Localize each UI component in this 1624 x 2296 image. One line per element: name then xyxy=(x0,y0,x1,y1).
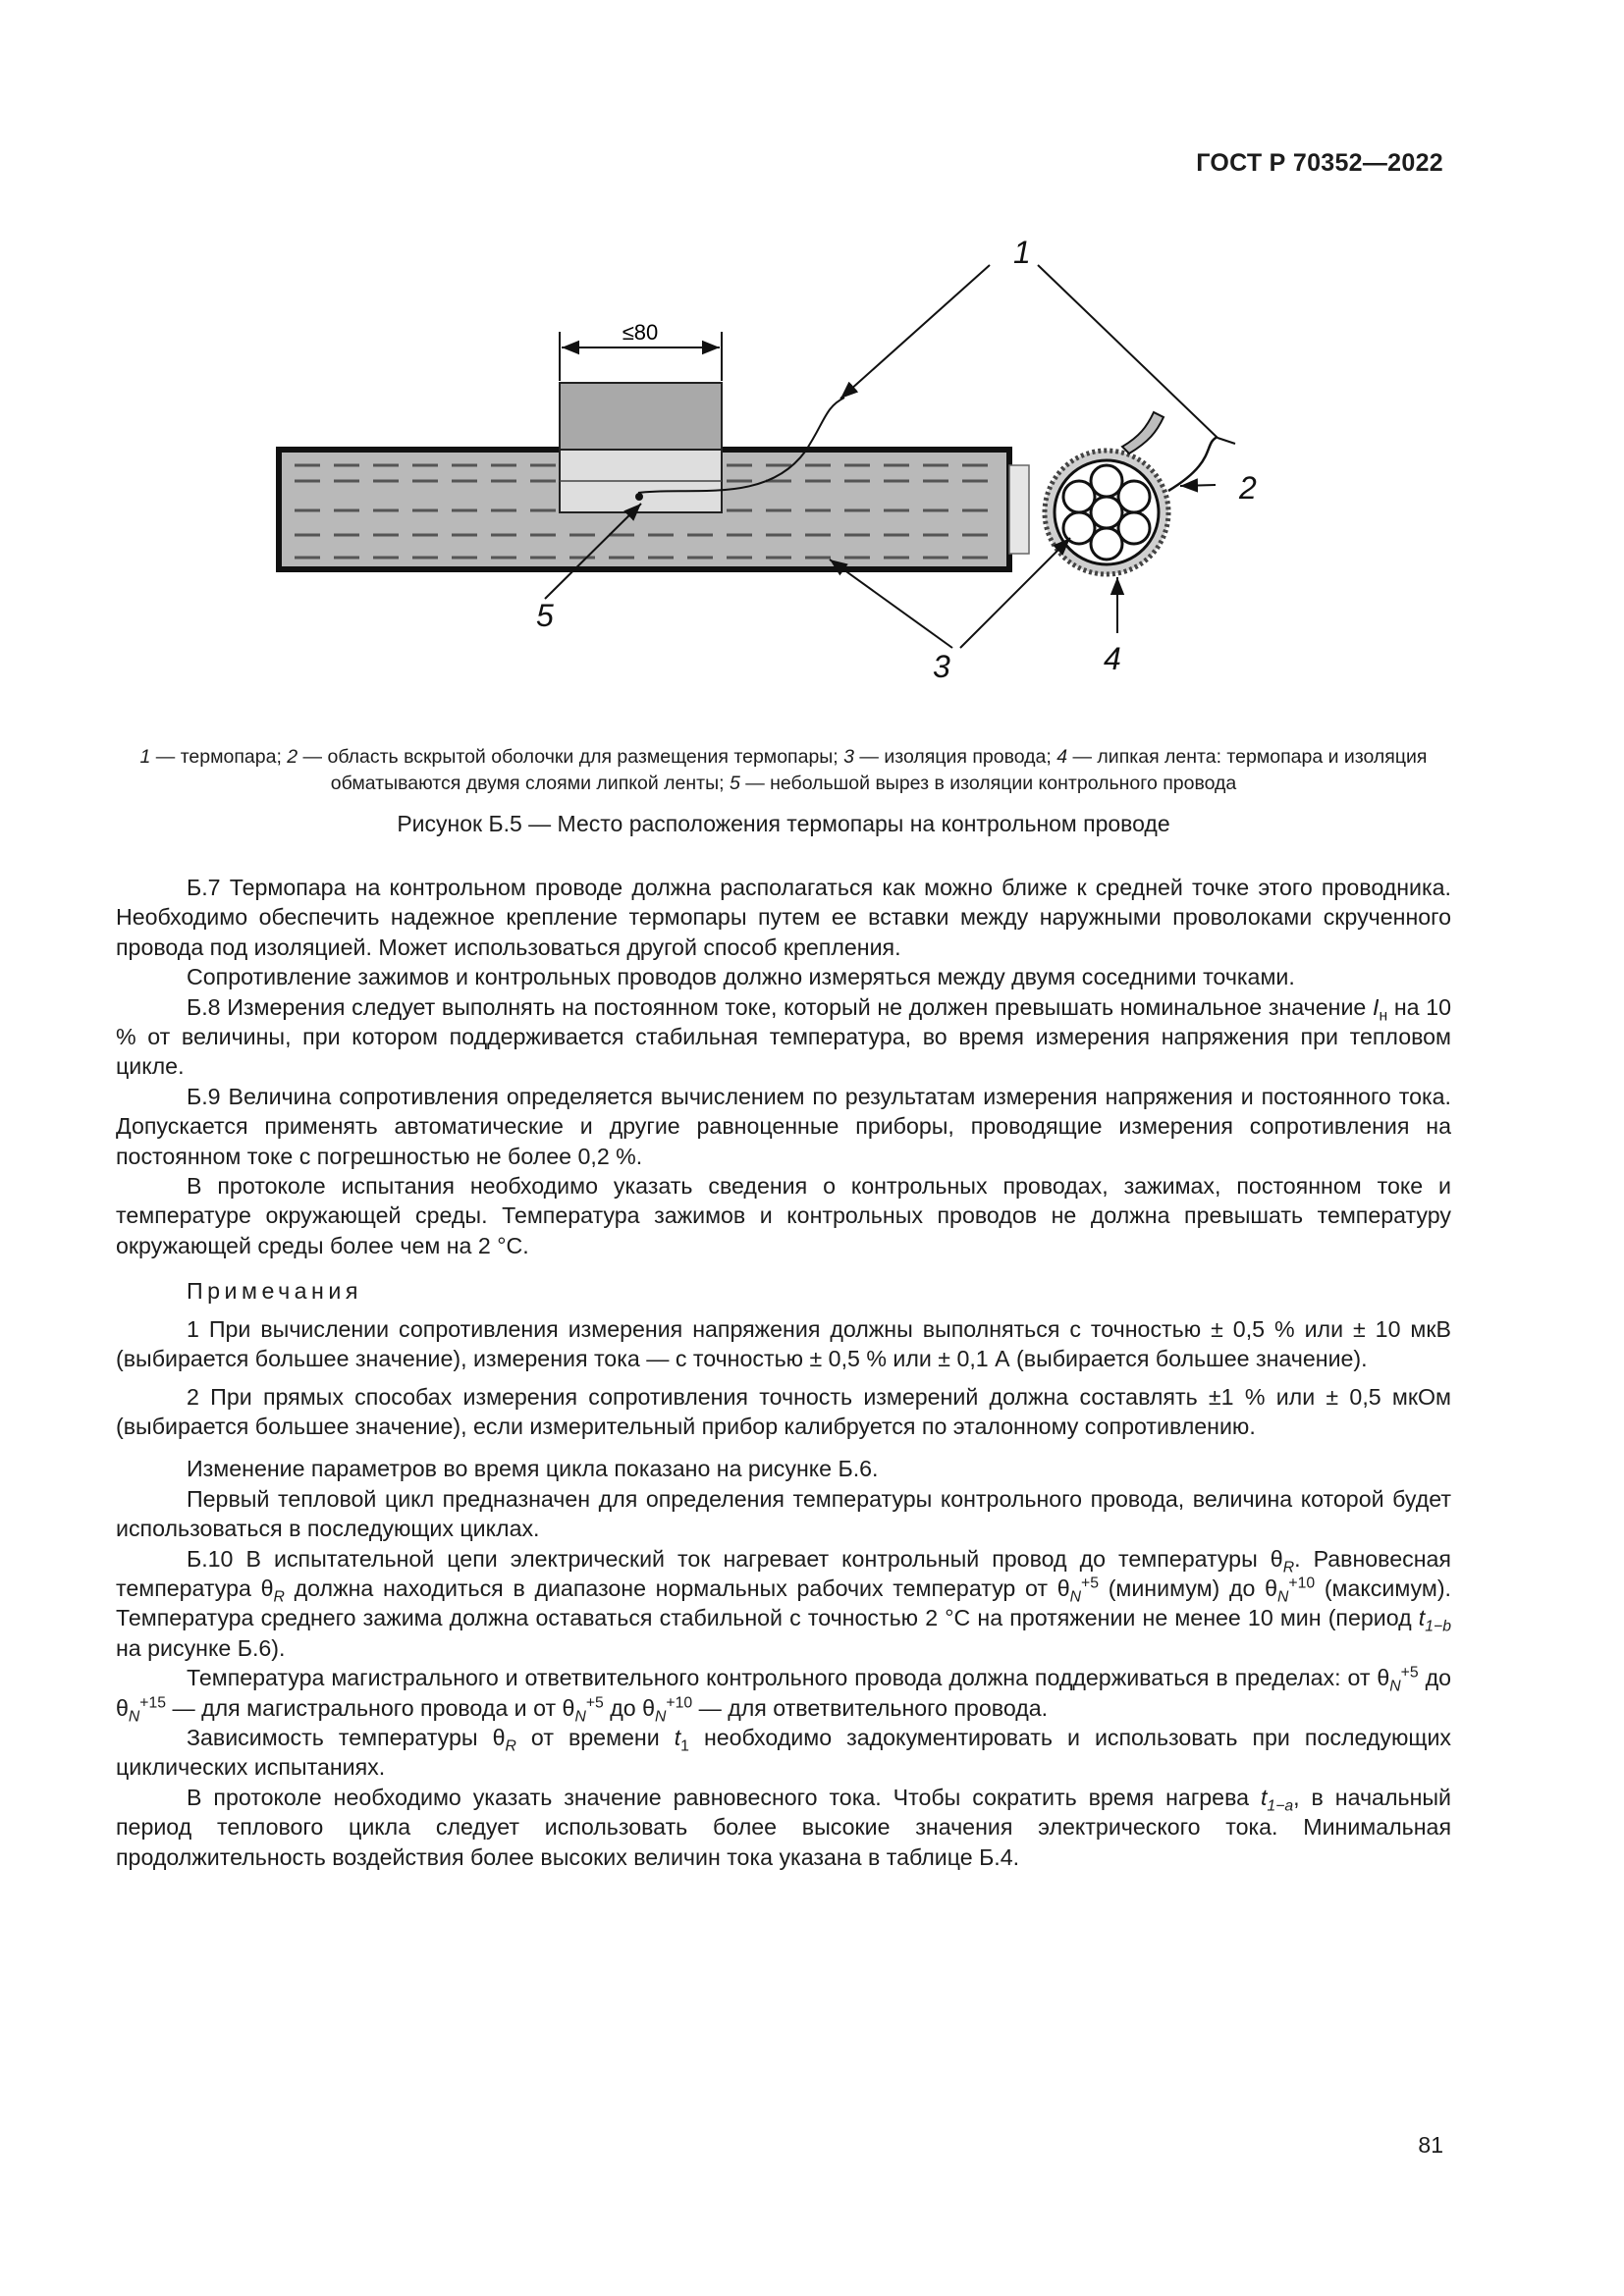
symbol-i: I xyxy=(1372,993,1380,1020)
text-span: на рисунке Б.6). xyxy=(116,1634,286,1661)
text-span: на 10 % от величины, при котором поддерживается стабильная температура, во время измерения напряжения при тепловом цикле. xyxy=(116,993,1451,1080)
text-span: от времени xyxy=(515,1724,675,1750)
paragraph-first-cycle: Первый тепловой цикл предназначен для определения температуры контрольного провода, величина которой будет использоваться в последующих циклах. xyxy=(116,1485,1451,1542)
thermocouple-junction xyxy=(635,493,643,501)
callout-3: 3 xyxy=(933,649,950,684)
symbol-t: t xyxy=(674,1724,681,1750)
legend-num-4: 4 xyxy=(1056,746,1068,768)
theta-symbol: θ xyxy=(116,1694,129,1721)
paragraph-dependency xyxy=(116,1723,1451,1783)
theta-symbol: θ xyxy=(642,1694,656,1721)
theta-symbol: θ xyxy=(562,1694,575,1721)
legend-text-1: — термопара; xyxy=(150,746,288,768)
text-span: до xyxy=(603,1694,643,1721)
subscript: N xyxy=(128,1708,140,1726)
paragraph-protocol: В протоколе испытания необходимо указать сведения о контрольных проводах, зажимах, постоянном токе и температуре окружающей среды. Температура зажимов и контрольных проводов не должна превышать температуру окружающей среды более чем на 2 °С. xyxy=(116,1173,1451,1258)
text-span: — для магистрального провода и от xyxy=(166,1694,563,1721)
theta-symbol: θ xyxy=(492,1724,506,1750)
text-span: (минимум) до xyxy=(1099,1575,1266,1601)
theta-symbol: θ xyxy=(1265,1575,1277,1601)
legend-num-5: 5 xyxy=(729,773,740,794)
text-span: до xyxy=(1418,1665,1451,1691)
legend-text-5: — небольшой вырез в изоляции контрольного провода xyxy=(739,773,1237,794)
body-text xyxy=(116,873,1451,1872)
text-span: должна находиться в диапазоне нормальных рабочих температур от xyxy=(284,1575,1057,1601)
dimension-label: ≤80 xyxy=(622,320,659,345)
callout-5: 5 xyxy=(536,598,554,633)
subscript: N xyxy=(1277,1588,1289,1606)
text-span: В протоколе необходимо указать значение равновесного тока. Чтобы сократить время нагрева xyxy=(187,1784,1261,1810)
superscript: +5 xyxy=(1400,1664,1419,1682)
subscript: н xyxy=(1379,1007,1388,1025)
subscript: R xyxy=(1282,1559,1295,1576)
legend-text-2: — область вскрытой оболочки для размещения термопары; xyxy=(298,746,844,768)
paragraph-change-params: Изменение параметров во время цикла показано на рисунке Б.6. xyxy=(187,1456,879,1482)
subscript: R xyxy=(273,1588,285,1606)
note-1: 1 При вычислении сопротивления измерения напряжения должны выполняться с точностью ± 0,5 % или ± 10 мкВ (выбирается большее значение), измерения тока — с точностью ± 0,5 % или ± 0,1 А (выбирается большее значение). xyxy=(116,1315,1451,1372)
text-span: Зависимость температуры xyxy=(187,1724,493,1750)
text-span: Б.10 В испытательной цепи электрический ток нагревает контрольный провод до температуры xyxy=(187,1545,1271,1572)
subscript: 1−b xyxy=(1425,1618,1451,1635)
superscript: +5 xyxy=(585,1693,604,1711)
text-span: Температура магистрального и ответвительного контрольного провода должна поддерживаться в пределах: от xyxy=(187,1665,1378,1691)
symbol-t: t xyxy=(1260,1784,1268,1810)
paragraph-temperature-range xyxy=(116,1663,1451,1726)
callout-2: 2 xyxy=(1239,470,1257,506)
callout-1: 1 xyxy=(1013,235,1031,270)
paragraph-b10 xyxy=(116,1544,1451,1664)
text-span: (максимум). Температура среднего зажима должна оставаться стабильной с точностью 2 °С на протяжении не менее 10 мин (период xyxy=(116,1575,1451,1631)
legend-num-3: 3 xyxy=(843,746,855,768)
wire-cross-section xyxy=(1045,412,1218,574)
thermocouple-diagram xyxy=(0,0,1624,707)
superscript: +10 xyxy=(1288,1575,1316,1592)
superscript: +5 xyxy=(1081,1575,1099,1592)
theta-symbol: θ xyxy=(260,1575,274,1601)
legend-num-1: 1 xyxy=(139,746,151,768)
document-id: ГОСТ Р 70352—2022 xyxy=(1196,149,1443,177)
theta-symbol: θ xyxy=(1270,1545,1283,1572)
figure-caption: Рисунок Б.5 — Место расположения термопары на контрольном проводе xyxy=(397,811,1170,836)
paragraph-b7: Б.7 Термопара на контрольном проводе должна располагаться как можно ближе к средней точке этого проводника. Необходимо обеспечить надежное крепление термопары путем ее вставки между наружными проволоками скрученного провода под изоляцией. Может использоваться другой способ крепления. xyxy=(116,875,1451,960)
text-span: необходимо задокументировать и использовать при последующих циклических испытаниях. xyxy=(116,1724,1451,1781)
text-span: — для ответвительного провода. xyxy=(692,1694,1049,1721)
subscript: 1−a xyxy=(1267,1797,1294,1815)
text-span: Б.8 Измерения следует выполнять на постоянном токе, который не должен превышать номинальное значение xyxy=(187,993,1373,1020)
callout-4: 4 xyxy=(1104,641,1121,676)
subscript: 1 xyxy=(680,1737,689,1755)
paragraph-b9: Б.9 Величина сопротивления определяется вычислением по результатам измерения напряжения и постоянного тока. Допускается применять автоматические и другие равноценные приборы, проводящие измерения сопротивления на постоянном токе с погрешностью не более 0,2 %. xyxy=(116,1083,1451,1169)
figure-b5 xyxy=(0,0,1624,707)
theta-symbol: θ xyxy=(1377,1665,1390,1691)
subscript: N xyxy=(574,1708,586,1726)
text-span: , в начальный период теплового цикла следует использовать более высокие значения электрического тока. Минимальная продолжительность воздействия более высоких величин тока указана в таблице Б.4. xyxy=(116,1784,1451,1870)
superscript: +10 xyxy=(666,1693,693,1711)
figure-legend xyxy=(116,744,1451,797)
paragraph-resistance: Сопротивление зажимов и контрольных проводов должно измеряться между двумя соседними точками. xyxy=(187,964,1295,990)
paragraph-equilibrium-current xyxy=(116,1783,1451,1872)
legend-text-3: — изоляция провода; xyxy=(854,746,1057,768)
legend-text-4: — липкая лента: термопара и изоляция обматываются двумя слоями липкой ленты; xyxy=(330,746,1428,794)
subscript: N xyxy=(1069,1588,1082,1606)
superscript: +15 xyxy=(139,1693,167,1711)
theta-symbol: θ xyxy=(1056,1575,1070,1601)
text-span: . Равновесная температура xyxy=(116,1545,1451,1601)
paragraph-b8 xyxy=(116,992,1451,1082)
note-2: 2 При прямых способах измерения сопротивления точность измерений должна составлять ±1 % или ± 0,5 мкОм (выбирается большее значение), если измерительный прибор калибруется по эталонному сопротивлению. xyxy=(116,1383,1451,1439)
subscript: R xyxy=(505,1737,516,1755)
legend-num-2: 2 xyxy=(287,746,298,768)
notes-title: Примечания xyxy=(187,1278,362,1305)
page-number: 81 xyxy=(1418,2132,1443,2158)
subscript: N xyxy=(655,1708,667,1726)
subscript: N xyxy=(1389,1678,1401,1695)
symbol-t: t xyxy=(1418,1605,1426,1631)
